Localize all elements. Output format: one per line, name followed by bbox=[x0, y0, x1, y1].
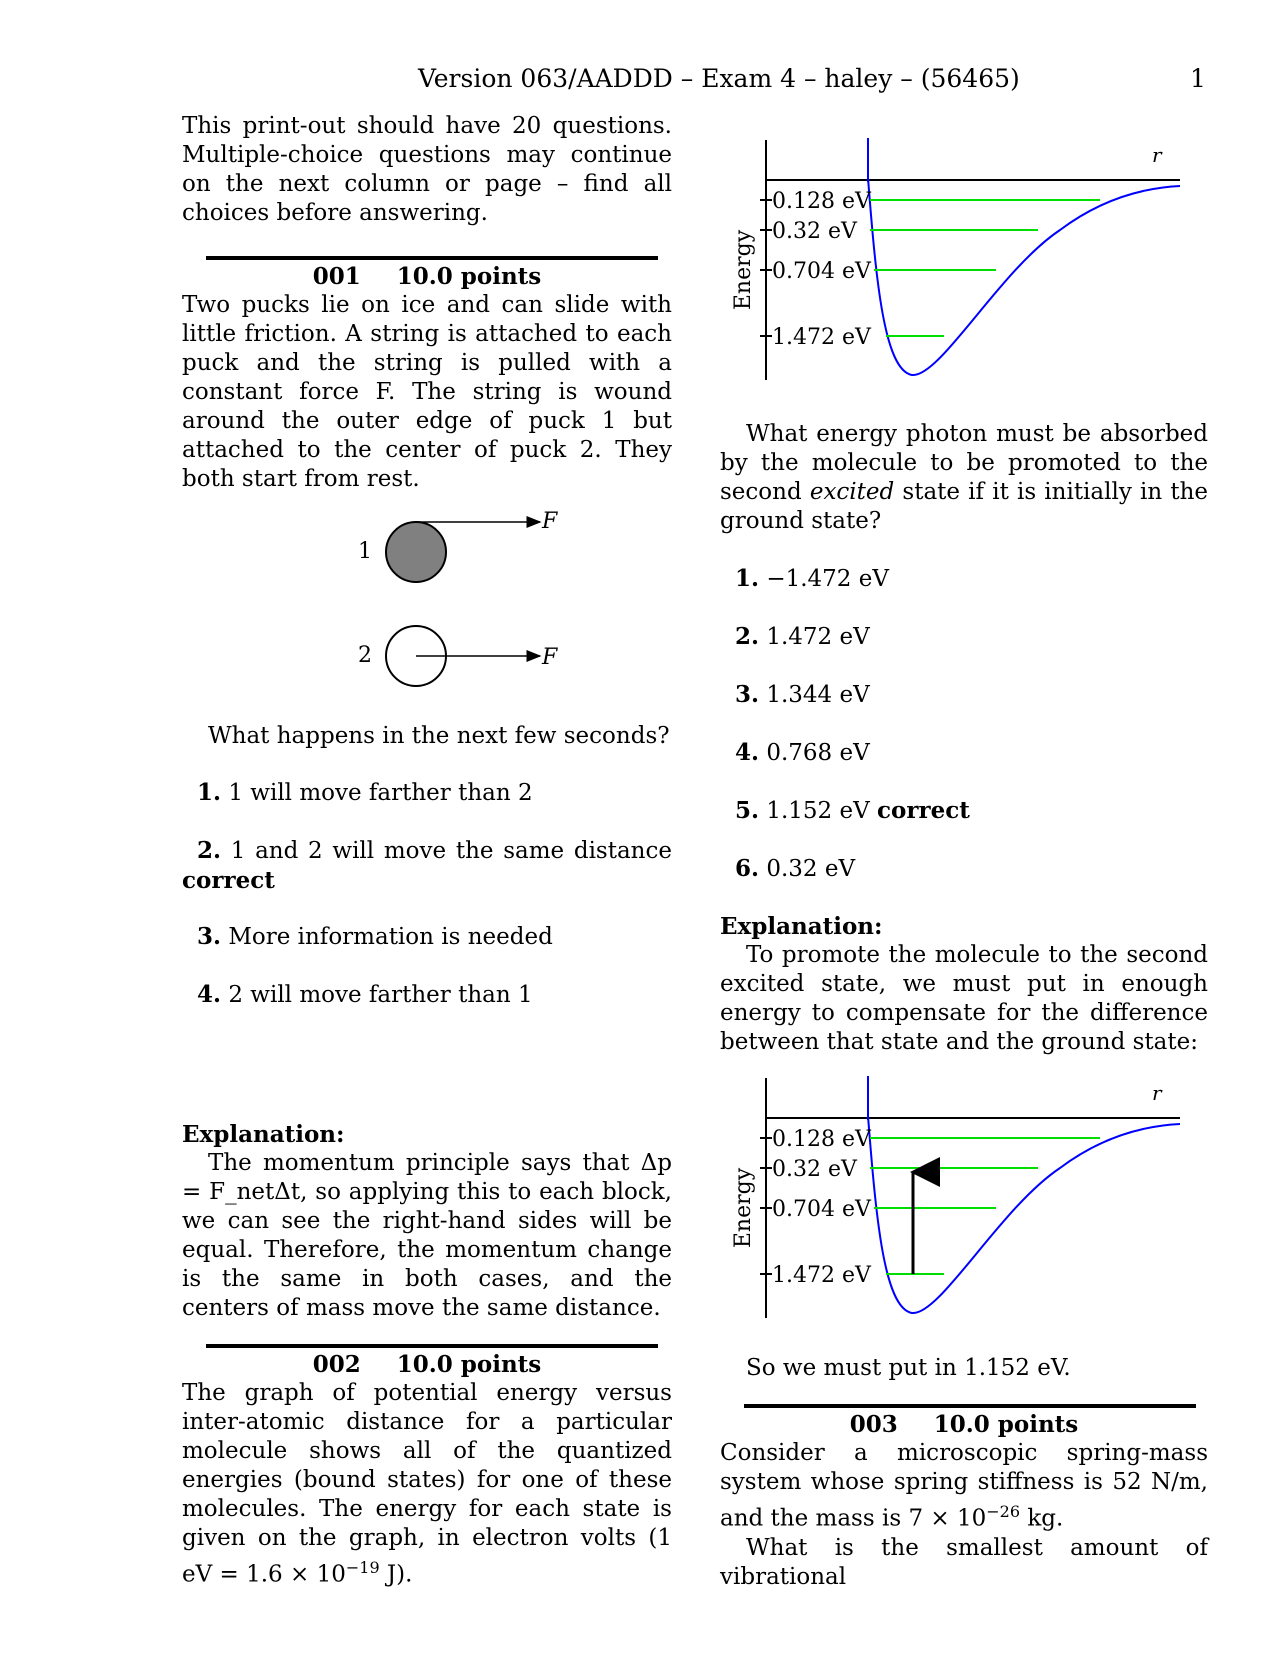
choice-number: 2. bbox=[197, 837, 222, 864]
choice-text: 1.344 eV bbox=[766, 682, 870, 708]
q3-text: Consider a microscopic spring-mass system whose spring stiffness is 52 N/m, and the mass is $7 \times 10^{-26}$ kg. bbox=[720, 1440, 1208, 1532]
q2-question: What energy photon must be absorbed by the molecule to be promoted to the second excited state if it is initially in the ground state? bbox=[720, 421, 1208, 534]
r-axis-label: r bbox=[1152, 143, 1162, 167]
explanation-text: To promote the molecule to the second excited state, we must put in enough energy to compensate for the difference between that state and the ground state: bbox=[720, 942, 1208, 1055]
q3-rule bbox=[744, 1404, 1196, 1408]
choice-text: 0.768 eV bbox=[766, 740, 870, 766]
q2-choice-1[interactable] bbox=[720, 564, 1208, 594]
q3-text-continued: What is the smallest amount of vibrational bbox=[720, 1534, 1208, 1590]
q2-conclusion: So we must put in 1.152 eV. bbox=[746, 1355, 1071, 1381]
q1-question: What happens in the next few seconds? bbox=[208, 723, 670, 749]
choice-text: 0.32 eV bbox=[766, 856, 856, 882]
q1-rule bbox=[206, 256, 658, 260]
exam-title: Version 063/AADDD – Exam 4 – haley – (56465) bbox=[418, 64, 1020, 93]
choice-text: 1.152 eV bbox=[766, 798, 870, 824]
level-label-3: 0.704 eV bbox=[772, 1197, 871, 1222]
choice-number: 1. bbox=[197, 779, 222, 806]
q2-number: 002 bbox=[312, 1351, 361, 1378]
choice-text: More information is needed bbox=[228, 924, 553, 950]
correct-marker: correct bbox=[182, 867, 275, 894]
energy-axis-label: Energy bbox=[731, 229, 756, 311]
puck-2-label: 2 bbox=[358, 643, 372, 668]
q2-choice-5[interactable] bbox=[720, 796, 1208, 826]
q2-header bbox=[182, 1350, 672, 1379]
choice-text: 2 will move farther than 1 bbox=[228, 982, 533, 1008]
q2-rule bbox=[206, 1344, 658, 1348]
choice-number: 3. bbox=[735, 681, 760, 708]
correct-marker: correct bbox=[877, 797, 970, 824]
q1-choice-4[interactable] bbox=[182, 980, 672, 1010]
q1-explanation bbox=[182, 1120, 672, 1323]
potential-curve bbox=[868, 1116, 1180, 1313]
level-label-1: 0.128 eV bbox=[772, 1127, 871, 1152]
choice-number: 4. bbox=[197, 981, 222, 1008]
level-label-4: 1.472 eV bbox=[772, 1263, 871, 1288]
q1-choice-2[interactable] bbox=[182, 836, 672, 896]
q2-choice-4[interactable] bbox=[720, 738, 1208, 768]
q3-points: 10.0 points bbox=[933, 1411, 1079, 1438]
potential-curve bbox=[868, 178, 1180, 375]
q2-conclusion-block bbox=[720, 1354, 1208, 1383]
q2-choice-6[interactable] bbox=[720, 854, 1208, 884]
choice-number: 2. bbox=[735, 623, 760, 650]
r-axis-label: r bbox=[1152, 1081, 1162, 1105]
q1-text: Two pucks lie on ice and can slide with little friction. A string is attached to each puck and the string is pulled with a constant force F. The string is wound around the outer edge of puck 1 but attached to the center of puck 2. They both start from rest. bbox=[182, 292, 672, 492]
q3-number: 003 bbox=[849, 1411, 898, 1438]
choice-text: 1.472 eV bbox=[766, 624, 870, 650]
q1-number: 001 bbox=[312, 263, 361, 290]
choice-text: −1.472 eV bbox=[766, 566, 889, 592]
choice-text: 1 will move farther than 2 bbox=[228, 780, 533, 806]
q2-points: 10.0 points bbox=[396, 1351, 542, 1378]
intro-text: This print-out should have 20 questions. Multiple-choice questions may continue on the next column or page – find all choices before answering. bbox=[182, 113, 672, 226]
explanation-title: Explanation: bbox=[182, 1121, 345, 1148]
q3-body bbox=[720, 1439, 1208, 1592]
q2-body bbox=[182, 1379, 672, 1590]
choice-number: 4. bbox=[735, 739, 760, 766]
puck-1-label: 1 bbox=[358, 539, 372, 564]
q1-choice-3[interactable] bbox=[182, 922, 672, 952]
energy-axis-label: Energy bbox=[731, 1167, 756, 1249]
level-label-4: 1.472 eV bbox=[772, 325, 871, 350]
q2-question-block bbox=[720, 420, 1208, 536]
q2-explanation bbox=[720, 912, 1208, 1057]
choice-number: 5. bbox=[735, 797, 760, 824]
q3-header bbox=[720, 1410, 1208, 1439]
puck-1 bbox=[386, 522, 446, 582]
choice-number: 6. bbox=[735, 855, 760, 882]
q2-choice-3[interactable] bbox=[720, 680, 1208, 710]
q1-header bbox=[182, 262, 672, 291]
q2-text: The graph of potential energy versus inter-atomic distance for a particular molecule shows all of the quantized energies (bound states) for one of these molecules. The energy for each state is given on the graph, in electron volts (1 eV = $1.6 \times 10^{-19}$ J). bbox=[182, 1380, 672, 1588]
level-label-1: 0.128 eV bbox=[772, 189, 871, 214]
q1-choice-1[interactable] bbox=[182, 778, 672, 808]
level-label-2: 0.32 eV bbox=[772, 219, 857, 244]
energy-graph-2 bbox=[720, 1068, 1200, 1328]
q1-body bbox=[182, 291, 672, 494]
left-column bbox=[182, 112, 672, 228]
force-label-1: F bbox=[542, 509, 558, 534]
energy-graph-1 bbox=[720, 130, 1200, 390]
puck-figure bbox=[340, 496, 580, 696]
q1-points: 10.0 points bbox=[396, 263, 542, 290]
choice-number: 3. bbox=[197, 923, 222, 950]
force-label-2: F bbox=[542, 645, 558, 670]
page-number: 1 bbox=[1190, 64, 1206, 93]
explanation-title: Explanation: bbox=[720, 913, 883, 940]
page-header bbox=[0, 64, 1280, 104]
level-label-3: 0.704 eV bbox=[772, 259, 871, 284]
choice-text: 1 and 2 will move the same distance bbox=[230, 838, 672, 864]
q1-question-block bbox=[182, 722, 672, 751]
choice-number: 1. bbox=[735, 565, 760, 592]
explanation-text: The momentum principle says that Δp = F_netΔt, so applying this to each block, we can see the right-hand sides will be equal. Therefore, the momentum change is the same in both cases, and the centers of mass move the same distance. bbox=[182, 1150, 672, 1321]
level-label-2: 0.32 eV bbox=[772, 1157, 857, 1182]
q2-choice-2[interactable] bbox=[720, 622, 1208, 652]
